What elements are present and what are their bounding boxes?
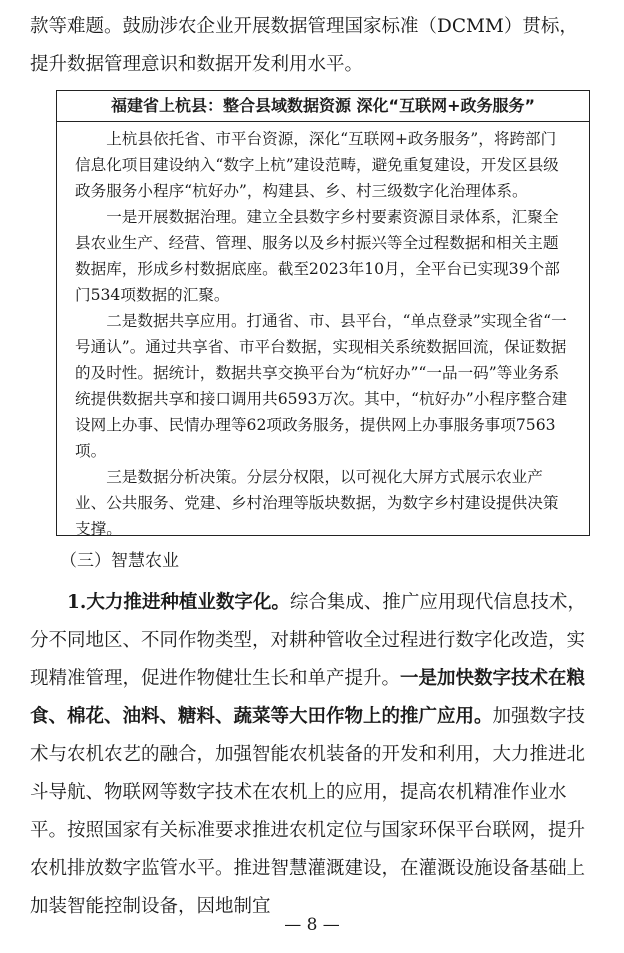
main-text-1: 综合集成、推广应用现代信息技术，分不同地区、不同作物类型，对耕种管收全过程进行数字化改造，实现精准管理，促进作物健壮生长和单产提升。 <box>30 592 586 689</box>
case-study-box <box>56 90 590 536</box>
intro-paragraph: 款等难题。鼓励涉农企业开展数据管理国家标准（DCMM）贯标，提升数据管理意识和数据开发利用水平。 <box>30 16 578 75</box>
main-bold-2: 一是加快数字技术在粮食、棉花、油料、糖料、蔬菜等大田作物上的推广应用。 <box>30 668 586 727</box>
main-paragraph <box>30 584 596 926</box>
main-lead-bold: 1.大力推进种植业数字化。 <box>67 592 290 613</box>
case-study-body <box>57 122 589 542</box>
section-heading: （三）智慧农业 <box>60 551 179 571</box>
case-paragraph: 三是数据分析决策。分层分权限，以可视化大屏方式展示农业产业、公共服务、党建、乡村治理等版块数据，为数字乡村建设提供决策支撑。 <box>75 468 559 538</box>
page-number: — 8 — <box>284 915 340 935</box>
case-study-title: 福建省上杭县：整合县域数据资源 深化“互联网+政务服务” <box>57 91 589 122</box>
case-paragraph: 一是开展数据治理。建立全县数字乡村要素资源目录体系，汇聚全县农业生产、经营、管理、服务以及乡村振兴等全过程数据和相关主题数据库，形成乡村数据底座。截至2023年10月，全平台已实现39个部门534项数据的汇聚。 <box>75 208 560 304</box>
case-paragraph: 二是数据共享应用。打通省、市、县平台，“单点登录”实现全省“一号通认”。通过共享省、市平台数据，实现相关系统数据回流，保证数据的及时性。据统计，数据共享交换平台为“杭好办”“一品一码”等业务系统提供数据共享和接口调用共6593万次。其中，“杭好办”小程序整合建设网上办事、民情办理等62项政务服务，提供网上办事服务事项7563项。 <box>75 312 568 460</box>
main-text-2: 加强数字技术与农机农艺的融合，加强智能农机装备的开发和利用，大力推进北斗导航、物联网等数字技术在农机上的应用，提高农机精准作业水平。按照国家有关标准要求推进农机定位与国家环保平台联网，提升农机排放数字监管水平。推进智慧灌溉建设，在灌溉设施设备基础上加装智能控制设备，因地制宜 <box>30 706 586 917</box>
case-paragraph: 上杭县依托省、市平台资源，深化“互联网+政务服务”，将跨部门信息化项目建设纳入“数字上杭”建设范畴，避免重复建设，开发区县级政务服务小程序“杭好办”，构建县、乡、村三级数字化治理体系。 <box>75 130 559 200</box>
